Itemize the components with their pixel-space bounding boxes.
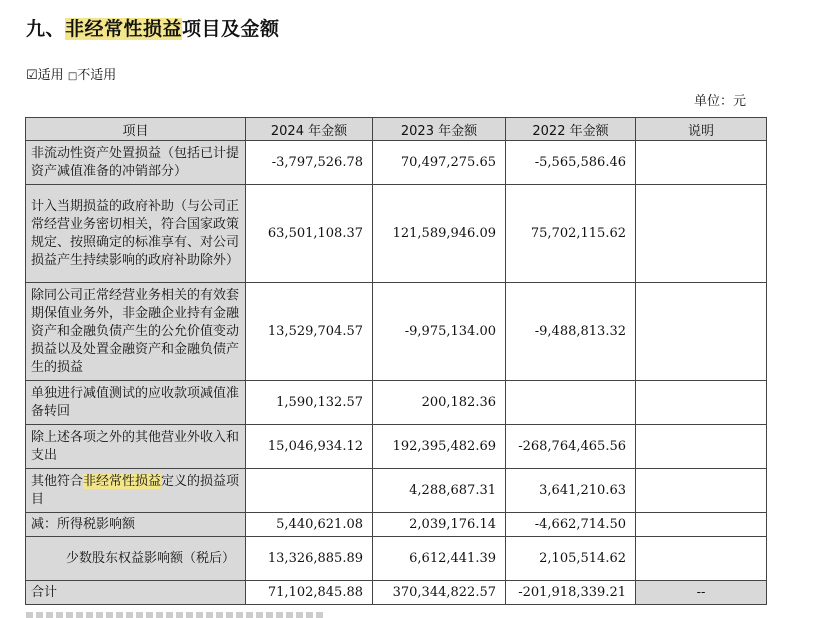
row-item-label: 除上述各项之外的其他营业外收入和支出 bbox=[26, 425, 246, 469]
value-2022: -268,764,465.56 bbox=[506, 425, 636, 469]
table-row bbox=[26, 513, 767, 537]
unit-label: 单位：元 bbox=[694, 94, 747, 109]
value-2023: -9,975,134.00 bbox=[373, 283, 506, 381]
checked-checkbox-icon: ☑ bbox=[26, 68, 38, 83]
column-header-item: 项目 bbox=[26, 118, 246, 141]
applicable-label: 适用 bbox=[37, 68, 64, 83]
value-2022: -5,565,586.46 bbox=[506, 141, 636, 185]
not-applicable-label: 不适用 bbox=[77, 68, 117, 83]
row-item-highlight: 非经常性损益 bbox=[83, 473, 162, 489]
row-item-label: 减：所得税影响额 bbox=[26, 513, 246, 537]
row-item-label bbox=[26, 469, 246, 513]
value-2024: 13,529,704.57 bbox=[246, 283, 373, 381]
note-cell bbox=[636, 185, 767, 283]
value-2024: 13,326,885.89 bbox=[246, 537, 373, 581]
non-recurring-items-table bbox=[25, 117, 767, 605]
value-2023: 192,395,482.69 bbox=[373, 425, 506, 469]
note-cell bbox=[636, 537, 767, 581]
note-cell bbox=[636, 513, 767, 537]
heading-prefix: 九、 bbox=[26, 18, 66, 40]
value-2023: 121,589,946.09 bbox=[373, 185, 506, 283]
cropped-text-fragment bbox=[26, 612, 326, 618]
row-item-label: 少数股东权益影响额（税后） bbox=[26, 537, 246, 581]
table-row bbox=[26, 185, 767, 283]
value-2022: 2,105,514.62 bbox=[506, 537, 636, 581]
table-row bbox=[26, 381, 767, 425]
row-item-label: 除同公司正常经营业务相关的有效套期保值业务外，非金融企业持有金融资产和金融负债产生的公允价值变动损益以及处置金融资产和金融负债产生的损益 bbox=[26, 283, 246, 381]
value-2024: 71,102,845.88 bbox=[246, 581, 373, 605]
value-2024: 1,590,132.57 bbox=[246, 381, 373, 425]
value-2023: 370,344,822.57 bbox=[373, 581, 506, 605]
value-2024: 15,046,934.12 bbox=[246, 425, 373, 469]
table-row bbox=[26, 425, 767, 469]
value-2022: 3,641,210.63 bbox=[506, 469, 636, 513]
value-2022 bbox=[506, 381, 636, 425]
table-row bbox=[26, 283, 767, 381]
table-row bbox=[26, 469, 767, 513]
unchecked-checkbox-icon: □ bbox=[67, 71, 78, 82]
value-2022: -201,918,339.21 bbox=[506, 581, 636, 605]
value-2024 bbox=[246, 469, 373, 513]
value-2023: 200,182.36 bbox=[373, 381, 506, 425]
row-item-label: 合计 bbox=[26, 581, 246, 605]
value-2023: 2,039,176.14 bbox=[373, 513, 506, 537]
value-2022: 75,702,115.62 bbox=[506, 185, 636, 283]
note-cell: -- bbox=[636, 581, 767, 605]
note-cell bbox=[636, 381, 767, 425]
column-header-2023: 2023 年金额 bbox=[373, 118, 506, 141]
value-2022: -4,662,714.50 bbox=[506, 513, 636, 537]
note-cell bbox=[636, 283, 767, 381]
row-item-label: 非流动性资产处置损益（包括已计提资产减值准备的冲销部分） bbox=[26, 141, 246, 185]
table-row bbox=[26, 537, 767, 581]
value-2023: 70,497,275.65 bbox=[373, 141, 506, 185]
column-header-2022: 2022 年金额 bbox=[506, 118, 636, 141]
row-item-label: 计入当期损益的政府补助（与公司正常经营业务密切相关，符合国家政策规定、按照确定的标准享有、对公司损益产生持续影响的政府补助除外） bbox=[26, 185, 246, 283]
note-cell bbox=[636, 141, 767, 185]
column-header-note: 说明 bbox=[636, 118, 767, 141]
value-2024: 5,440,621.08 bbox=[246, 513, 373, 537]
applicability-selector bbox=[26, 64, 116, 83]
value-2023: 6,612,441.39 bbox=[373, 537, 506, 581]
note-cell bbox=[636, 425, 767, 469]
column-header-2024: 2024 年金额 bbox=[246, 118, 373, 141]
section-heading bbox=[26, 14, 280, 41]
table-total-row bbox=[26, 581, 767, 605]
value-2023: 4,288,687.31 bbox=[373, 469, 506, 513]
row-item-label: 单独进行减值测试的应收款项减值准备转回 bbox=[26, 381, 246, 425]
row-item-prefix: 其他符合 bbox=[31, 473, 84, 489]
row-item-suffix: 定义的损益项目 bbox=[31, 473, 240, 507]
note-cell bbox=[636, 469, 767, 513]
heading-suffix: 项目及金额 bbox=[182, 18, 280, 40]
value-2024: -3,797,526.78 bbox=[246, 141, 373, 185]
value-2024: 63,501,108.37 bbox=[246, 185, 373, 283]
table-header-row bbox=[26, 118, 767, 141]
value-2022: -9,488,813.32 bbox=[506, 283, 636, 381]
heading-highlight: 非经常性损益 bbox=[65, 18, 183, 40]
table-row bbox=[26, 141, 767, 185]
